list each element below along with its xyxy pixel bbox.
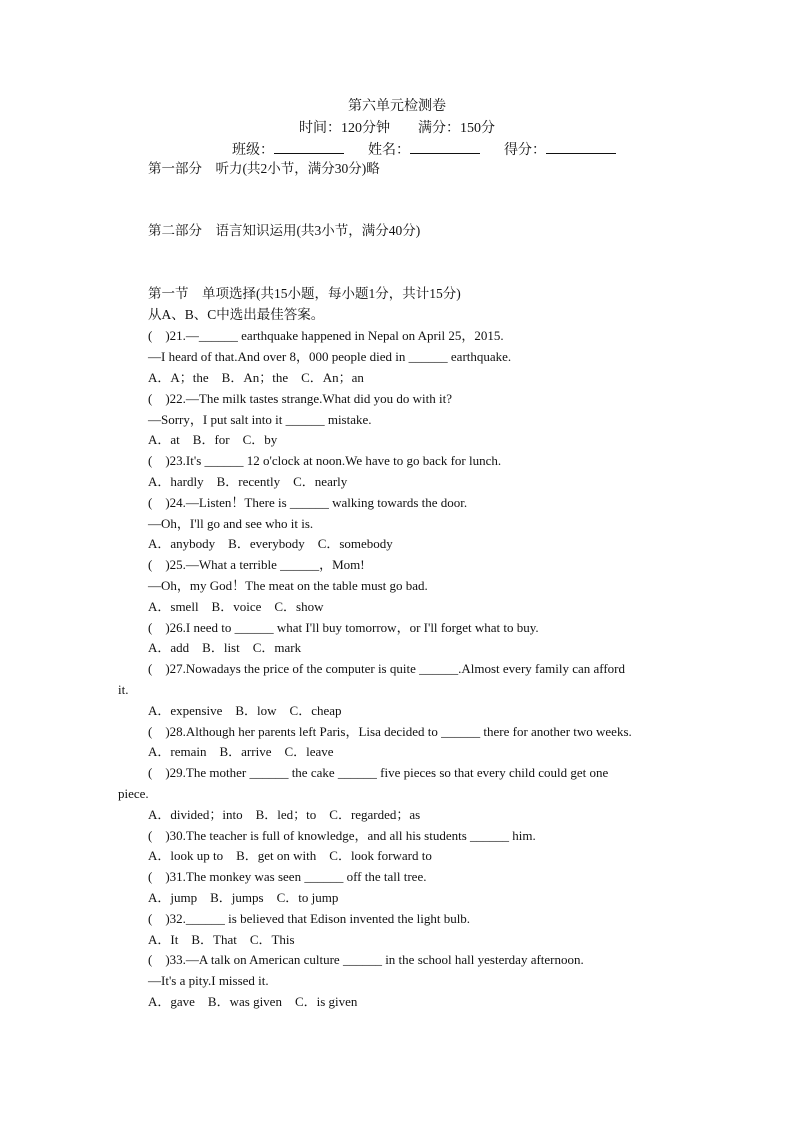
question-24-options: A．anybody B．everybody C．somebody: [148, 536, 393, 551]
question-28-options: A．remain B．arrive C．leave: [148, 744, 334, 759]
part1-heading: 第一部分 听力(共2小节，满分30分)略: [148, 161, 380, 176]
question-29-continuation: piece.: [118, 786, 149, 801]
question-25-reply: —Oh，my God！The meat on the table must go bad.: [148, 578, 428, 593]
question-22-stem: ( )22.—The milk tastes strange.What did you do with it?: [148, 391, 452, 406]
question-32-options: A．It B．That C．This: [148, 932, 295, 947]
question-22-reply: —Sorry，I put salt into it ______ mistake.: [148, 412, 372, 427]
question-23-stem: ( )23.It's ______ 12 o'clock at noon.We have to go back for lunch.: [148, 453, 502, 468]
question-27-stem: ( )27.Nowadays the price of the computer is quite ______.Almost every family can afford: [148, 661, 626, 676]
exam-meta-time-score: [0, 119, 794, 139]
question-33-reply: —It's a pity.I missed it.: [148, 973, 269, 988]
question-24-reply: —Oh，I'll go and see who it is.: [148, 516, 314, 531]
question-25-stem: ( )25.—What a terrible ______，Mom!: [148, 557, 365, 572]
time-limit: 时间：120分钟: [299, 121, 390, 136]
question-27-options: A．expensive B．low C．cheap: [148, 703, 342, 718]
question-31-options: A．jump B．jumps C．to jump: [148, 890, 339, 905]
question-28-stem: ( )28.Although her parents left Paris，Lisa decided to ______ there for another two weeks.: [148, 724, 632, 739]
full-score: 满分：150分: [418, 121, 495, 136]
page-title: 第六单元检测卷: [348, 99, 446, 114]
score-blank[interactable]: [546, 140, 616, 154]
question-21-reply: —I heard of that.And over 8，000 people died in ______ earthquake.: [148, 349, 512, 364]
question-29-stem: ( )29.The mother ______ the cake ______ five pieces so that every child could get one: [148, 765, 609, 780]
question-33-options: A．gave B．was given C．is given: [148, 994, 358, 1009]
score-label: 得分：: [504, 143, 546, 158]
question-29-options: A．divided；into B．led；to C．regarded；as: [148, 807, 421, 822]
class-blank[interactable]: [274, 140, 344, 154]
name-blank[interactable]: [410, 140, 480, 154]
name-label: 姓名：: [368, 143, 410, 158]
question-22-options: A．at B．for C．by: [148, 432, 278, 447]
question-33-stem: ( )33.—A talk on American culture ______ in the school hall yesterday afternoon.: [148, 952, 584, 967]
part2-heading: 第二部分 语言知识运用(共3小节，满分40分): [148, 223, 421, 238]
question-21-stem: ( )21.—______ earthquake happened in Nepal on April 25，2015.: [148, 328, 504, 343]
question-32-stem: ( )32.______ is believed that Edison invented the light bulb.: [148, 911, 471, 926]
question-26-stem: ( )26.I need to ______ what I'll buy tomorrow，or I'll forget what to buy.: [148, 620, 539, 635]
question-31-stem: ( )31.The monkey was seen ______ off the tall tree.: [148, 869, 427, 884]
class-label: 班级：: [232, 143, 274, 158]
question-30-options: A．look up to B．get on with C．look forward to: [148, 848, 432, 863]
instruction: 从A、B、C中选出最佳答案。: [148, 307, 325, 322]
question-21-options: A．A；the B．An；the C．An；an: [148, 370, 364, 385]
question-24-stem: ( )24.—Listen！There is ______ walking towards the door.: [148, 495, 468, 510]
section1-heading: 第一节 单项选择(共15小题，每小题1分，共计15分): [148, 286, 461, 301]
question-23-options: A．hardly B．recently C．nearly: [148, 474, 348, 489]
question-25-options: A．smell B．voice C．show: [148, 599, 324, 614]
student-info-row: [232, 140, 616, 161]
question-27-continuation: it.: [118, 682, 129, 697]
question-30-stem: ( )30.The teacher is full of knowledge，and all his students ______ him.: [148, 828, 536, 843]
question-26-options: A．add B．list C．mark: [148, 640, 302, 655]
